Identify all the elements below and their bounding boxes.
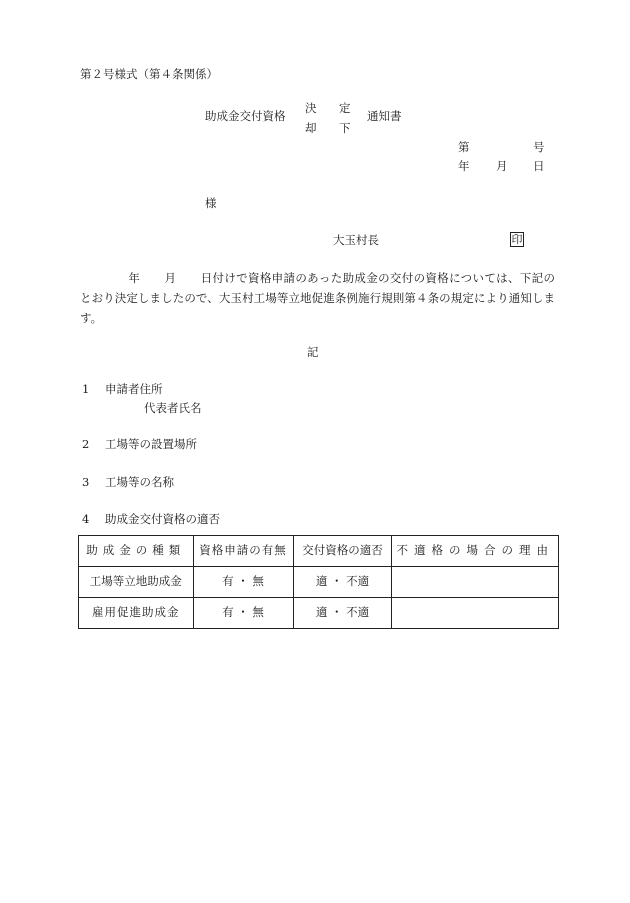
item-label: 工場等の設置場所 <box>105 437 197 451</box>
ref-day: 日 <box>533 159 545 173</box>
table-cell-applied: 有 ・ 無 <box>193 567 293 598</box>
title-main: 助成金交付資格 <box>205 109 286 123</box>
table-cell-reason <box>392 598 559 629</box>
table-header: 不適格の場合の理由 <box>392 536 559 567</box>
title-option-kettei: 決 定 <box>305 101 351 115</box>
item-number: 1 <box>82 382 90 396</box>
form-label: 第２号様式（第４条関係） <box>80 67 218 81</box>
ki-heading: 記 <box>307 345 319 359</box>
table-cell-applied: 有 ・ 無 <box>193 598 293 629</box>
sender-name: 大玉村長 <box>333 233 379 247</box>
table-cell-eligibility: 適 ・ 不適 <box>293 567 392 598</box>
table-cell-type: 雇用促進助成金 <box>79 598 194 629</box>
seal-mark: 印 <box>511 233 523 246</box>
addressee-sama: 様 <box>205 196 217 210</box>
ref-year: 年 <box>458 159 470 173</box>
table-cell-type: 工場等立地助成金 <box>79 567 194 598</box>
item-label: 助成金交付資格の適否 <box>105 512 220 526</box>
ref-no-prefix: 第 <box>458 140 470 154</box>
item-label: 申請者住所 <box>105 382 163 396</box>
eligibility-table <box>78 535 559 629</box>
table-row <box>79 567 559 598</box>
table-header: 資格申請の有無 <box>193 536 293 567</box>
table-header: 助成金の種類 <box>79 536 194 567</box>
item-label: 工場等の名称 <box>105 475 174 489</box>
ref-no-suffix: 号 <box>533 140 545 154</box>
item-number: 3 <box>82 475 90 489</box>
table-cell-reason <box>392 567 559 598</box>
body-paragraph: 年 月 日付けで資格申請のあった助成金の交付の資格については、下記のとおり決定しましたので、大玉村工場等立地促進条例施行規則第４条の規定により通知します。 <box>80 271 556 325</box>
title-tail: 通知書 <box>367 109 402 123</box>
table-header-row <box>79 536 559 567</box>
item-number: 2 <box>82 437 90 451</box>
item-label: 代表者氏名 <box>144 401 202 415</box>
table-header: 交付資格の適否 <box>293 536 392 567</box>
ref-month: 月 <box>496 159 508 173</box>
table-cell-eligibility: 適 ・ 不適 <box>293 598 392 629</box>
item-number: 4 <box>82 512 90 526</box>
title-option-kyakka: 却 下 <box>305 121 351 135</box>
table-row <box>79 598 559 629</box>
